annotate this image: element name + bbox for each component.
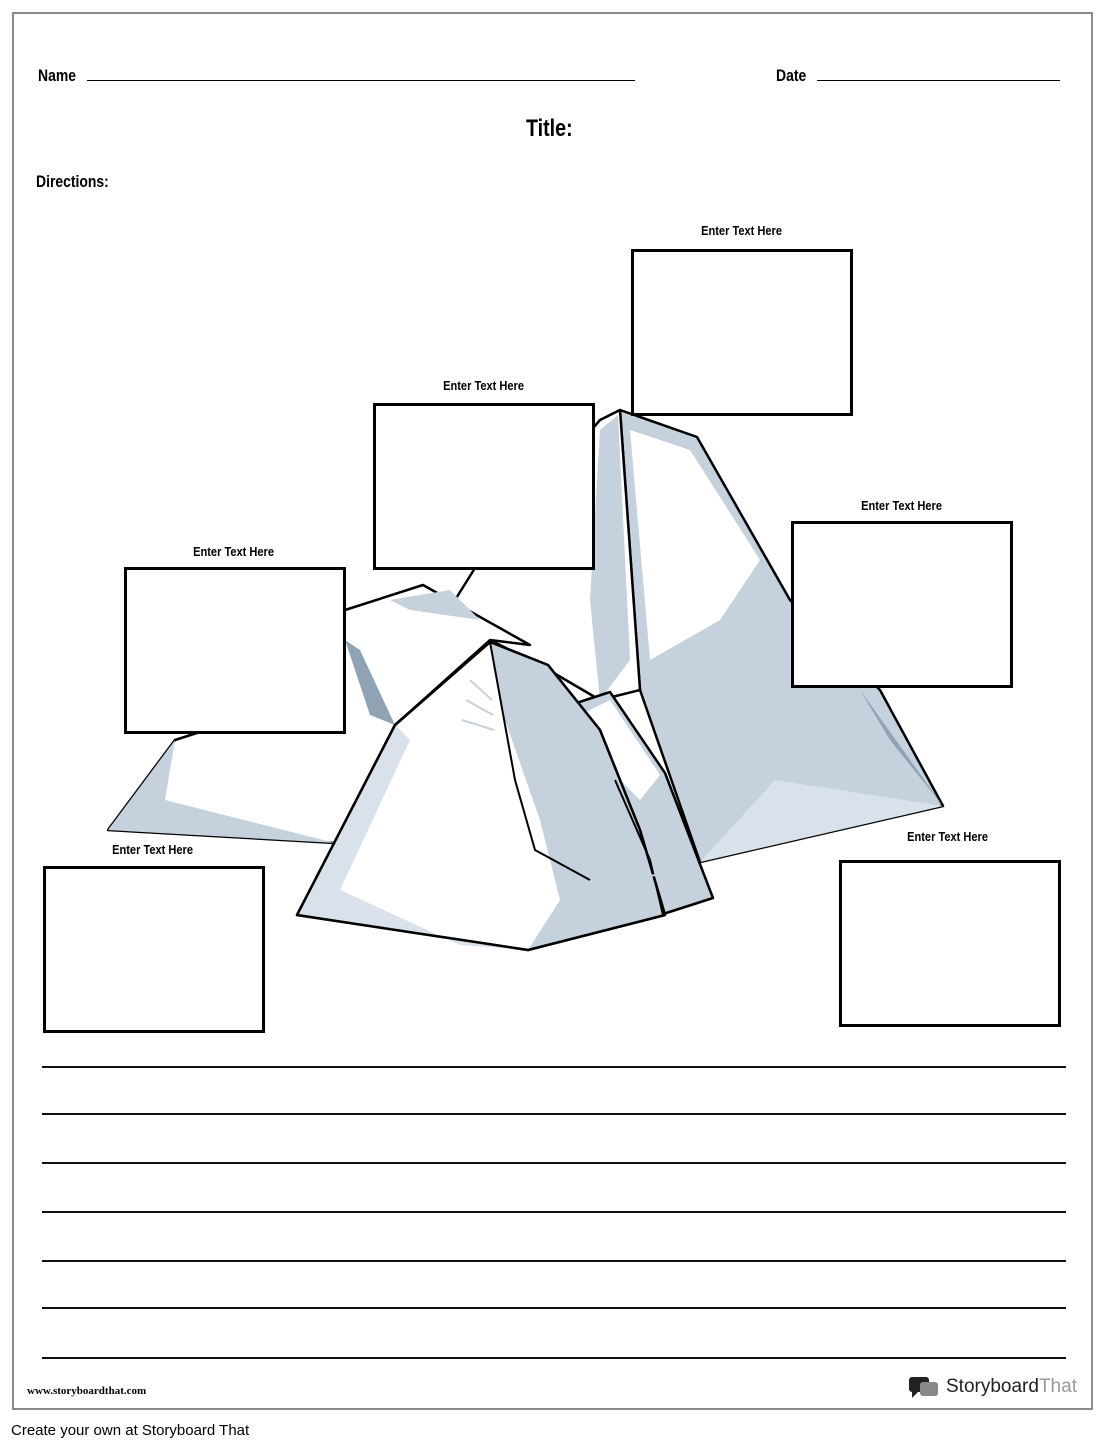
writing-line[interactable] bbox=[42, 1357, 1066, 1359]
box-label-bottom-right: Enter Text Here bbox=[907, 829, 989, 844]
text-box-upper-middle[interactable] bbox=[373, 403, 595, 570]
bottom-caption: Create your own at Storyboard That bbox=[11, 1422, 250, 1439]
directions-label: Directions: bbox=[36, 172, 109, 191]
text-box-right[interactable] bbox=[791, 521, 1013, 688]
box-label-bottom-left: Enter Text Here bbox=[112, 842, 194, 857]
box-label-right: Enter Text Here bbox=[861, 498, 943, 513]
box-label-top-right: Enter Text Here bbox=[701, 223, 783, 238]
text-box-bottom-left[interactable] bbox=[43, 866, 265, 1033]
box-label-upper-middle: Enter Text Here bbox=[443, 378, 525, 393]
storyboardthat-logo[interactable] bbox=[908, 1374, 1077, 1400]
title-label: Title: bbox=[526, 115, 573, 142]
speech-bubbles-icon bbox=[908, 1375, 940, 1399]
text-box-top-right[interactable] bbox=[631, 249, 853, 416]
brand-light: That bbox=[1038, 1376, 1077, 1397]
date-label: Date bbox=[776, 66, 807, 85]
text-box-bottom-right[interactable] bbox=[839, 860, 1061, 1027]
writing-line[interactable] bbox=[42, 1211, 1066, 1213]
writing-line[interactable] bbox=[42, 1260, 1066, 1262]
writing-line[interactable] bbox=[42, 1307, 1066, 1309]
writing-line[interactable] bbox=[42, 1113, 1066, 1115]
box-label-left: Enter Text Here bbox=[193, 544, 275, 559]
text-box-left[interactable] bbox=[124, 567, 346, 734]
brand-main: Storyboard bbox=[946, 1376, 1039, 1397]
writing-line[interactable] bbox=[42, 1162, 1066, 1164]
name-label: Name bbox=[38, 66, 76, 85]
writing-line[interactable] bbox=[42, 1066, 1066, 1068]
footer-url[interactable]: www.storyboardthat.com bbox=[27, 1385, 147, 1397]
